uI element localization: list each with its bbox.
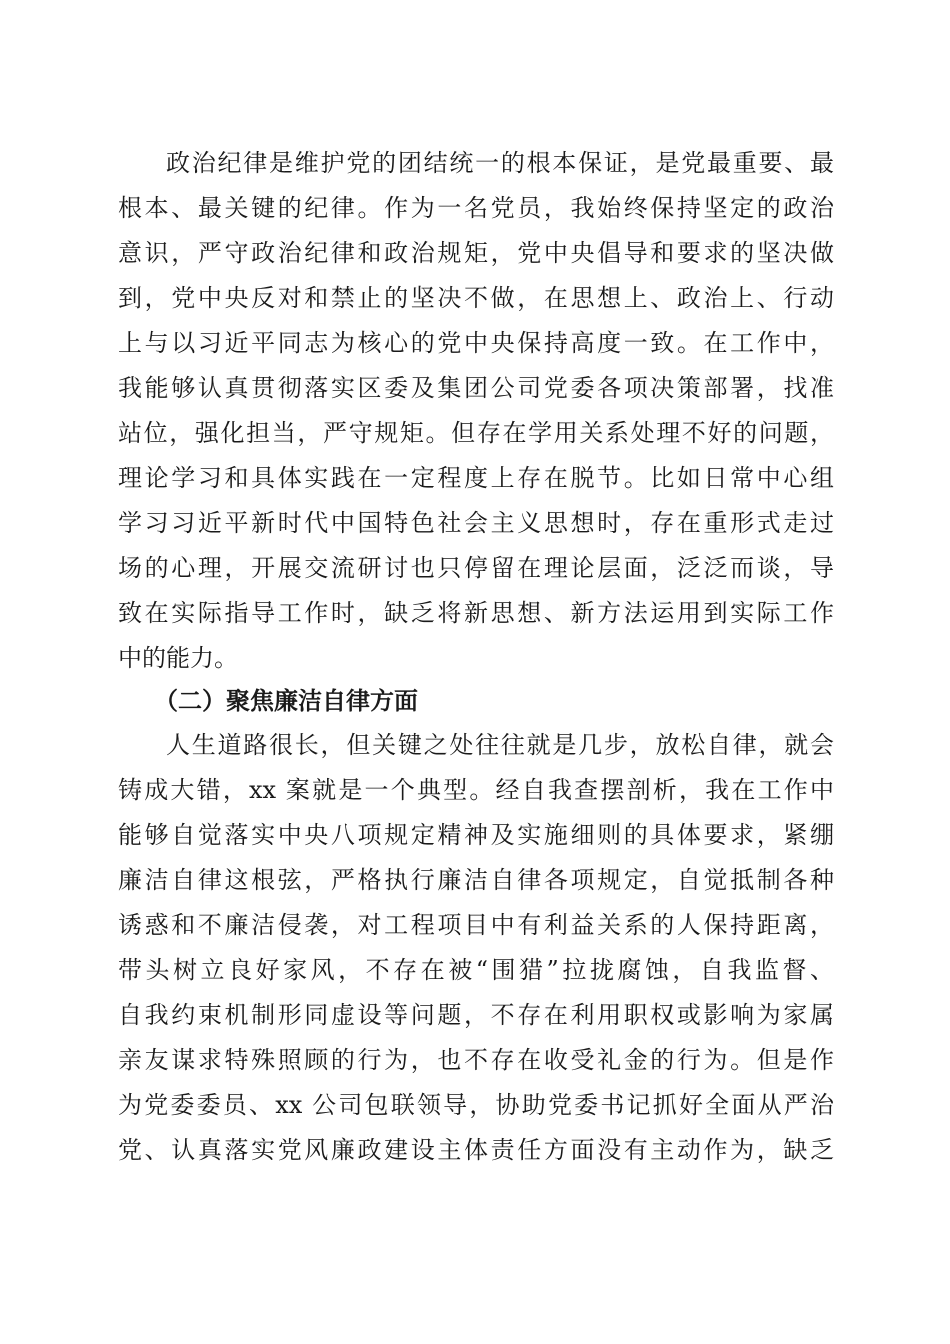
paragraph-2-line-8: 亲友谋求特殊照顾的行为，也不存在收受礼金的行为。但是作: [118, 1046, 834, 1074]
paragraph-1-line-9: 学习习近平新时代中国特色社会主义思想时，存在重形式走过: [118, 509, 834, 537]
paragraph-1-line-6: 我能够认真贯彻落实区委及集团公司党委各项决策部署，找准: [118, 374, 834, 402]
paragraph-1-line-3: 意识，严守政治纪律和政治规矩，党中央倡导和要求的坚决做: [118, 239, 834, 267]
paragraph-1-line-11: 致在实际指导工作时，缺乏将新思想、新方法运用到实际工作: [118, 599, 834, 627]
paragraph-1-line-12: 中的能力。: [118, 644, 238, 672]
paragraph-2-line-2: 铸成大错，xx 案就是一个典型。经自我查摆剖析，我在工作中: [118, 776, 834, 804]
paragraph-1-line-2: 根本、最关键的纪律。作为一名党员，我始终保持坚定的政治: [118, 194, 834, 222]
paragraph-2-line-1: 人生道路很长，但关键之处往往就是几步，放松自律，就会: [166, 731, 834, 759]
paragraph-2-line-9: 为党委委员、xx 公司包联领导，协助党委书记抓好全面从严治: [118, 1091, 834, 1119]
paragraph-2-line-10: 党、认真落实党风廉政建设主体责任方面没有主动作为，缺乏: [118, 1136, 834, 1164]
paragraph-2-line-4: 廉洁自律这根弦，严格执行廉洁自律各项规定，自觉抵制各种: [118, 866, 834, 894]
section-heading: （二）聚焦廉洁自律方面: [154, 686, 418, 715]
paragraph-2-line-7: 自我约束机制形同虚设等问题，不存在利用职权或影响为家属: [118, 1001, 834, 1029]
paragraph-1-line-10: 场的心理，开展交流研讨也只停留在理论层面，泛泛而谈，导: [118, 554, 834, 582]
paragraph-1-line-5: 上与以习近平同志为核心的党中央保持高度一致。在工作中，: [118, 329, 834, 357]
paragraph-1-line-7: 站位，强化担当，严守规矩。但存在学用关系处理不好的问题，: [118, 419, 834, 447]
paragraph-2-line-5: 诱惑和不廉洁侵袭，对工程项目中有利益关系的人保持距离，: [118, 911, 834, 939]
paragraph-1-line-8: 理论学习和具体实践在一定程度上存在脱节。比如日常中心组: [118, 464, 834, 492]
paragraph-1-line-1: 政治纪律是维护党的团结统一的根本保证，是党最重要、最: [166, 149, 834, 177]
paragraph-2-line-6: 带头树立良好家风，不存在被“围猎”拉拢腐蚀，自我监督、: [118, 956, 834, 984]
paragraph-2-line-3: 能够自觉落实中央八项规定精神及实施细则的具体要求，紧绷: [118, 821, 834, 849]
paragraph-1-line-4: 到，党中央反对和禁止的坚决不做，在思想上、政治上、行动: [118, 284, 834, 312]
